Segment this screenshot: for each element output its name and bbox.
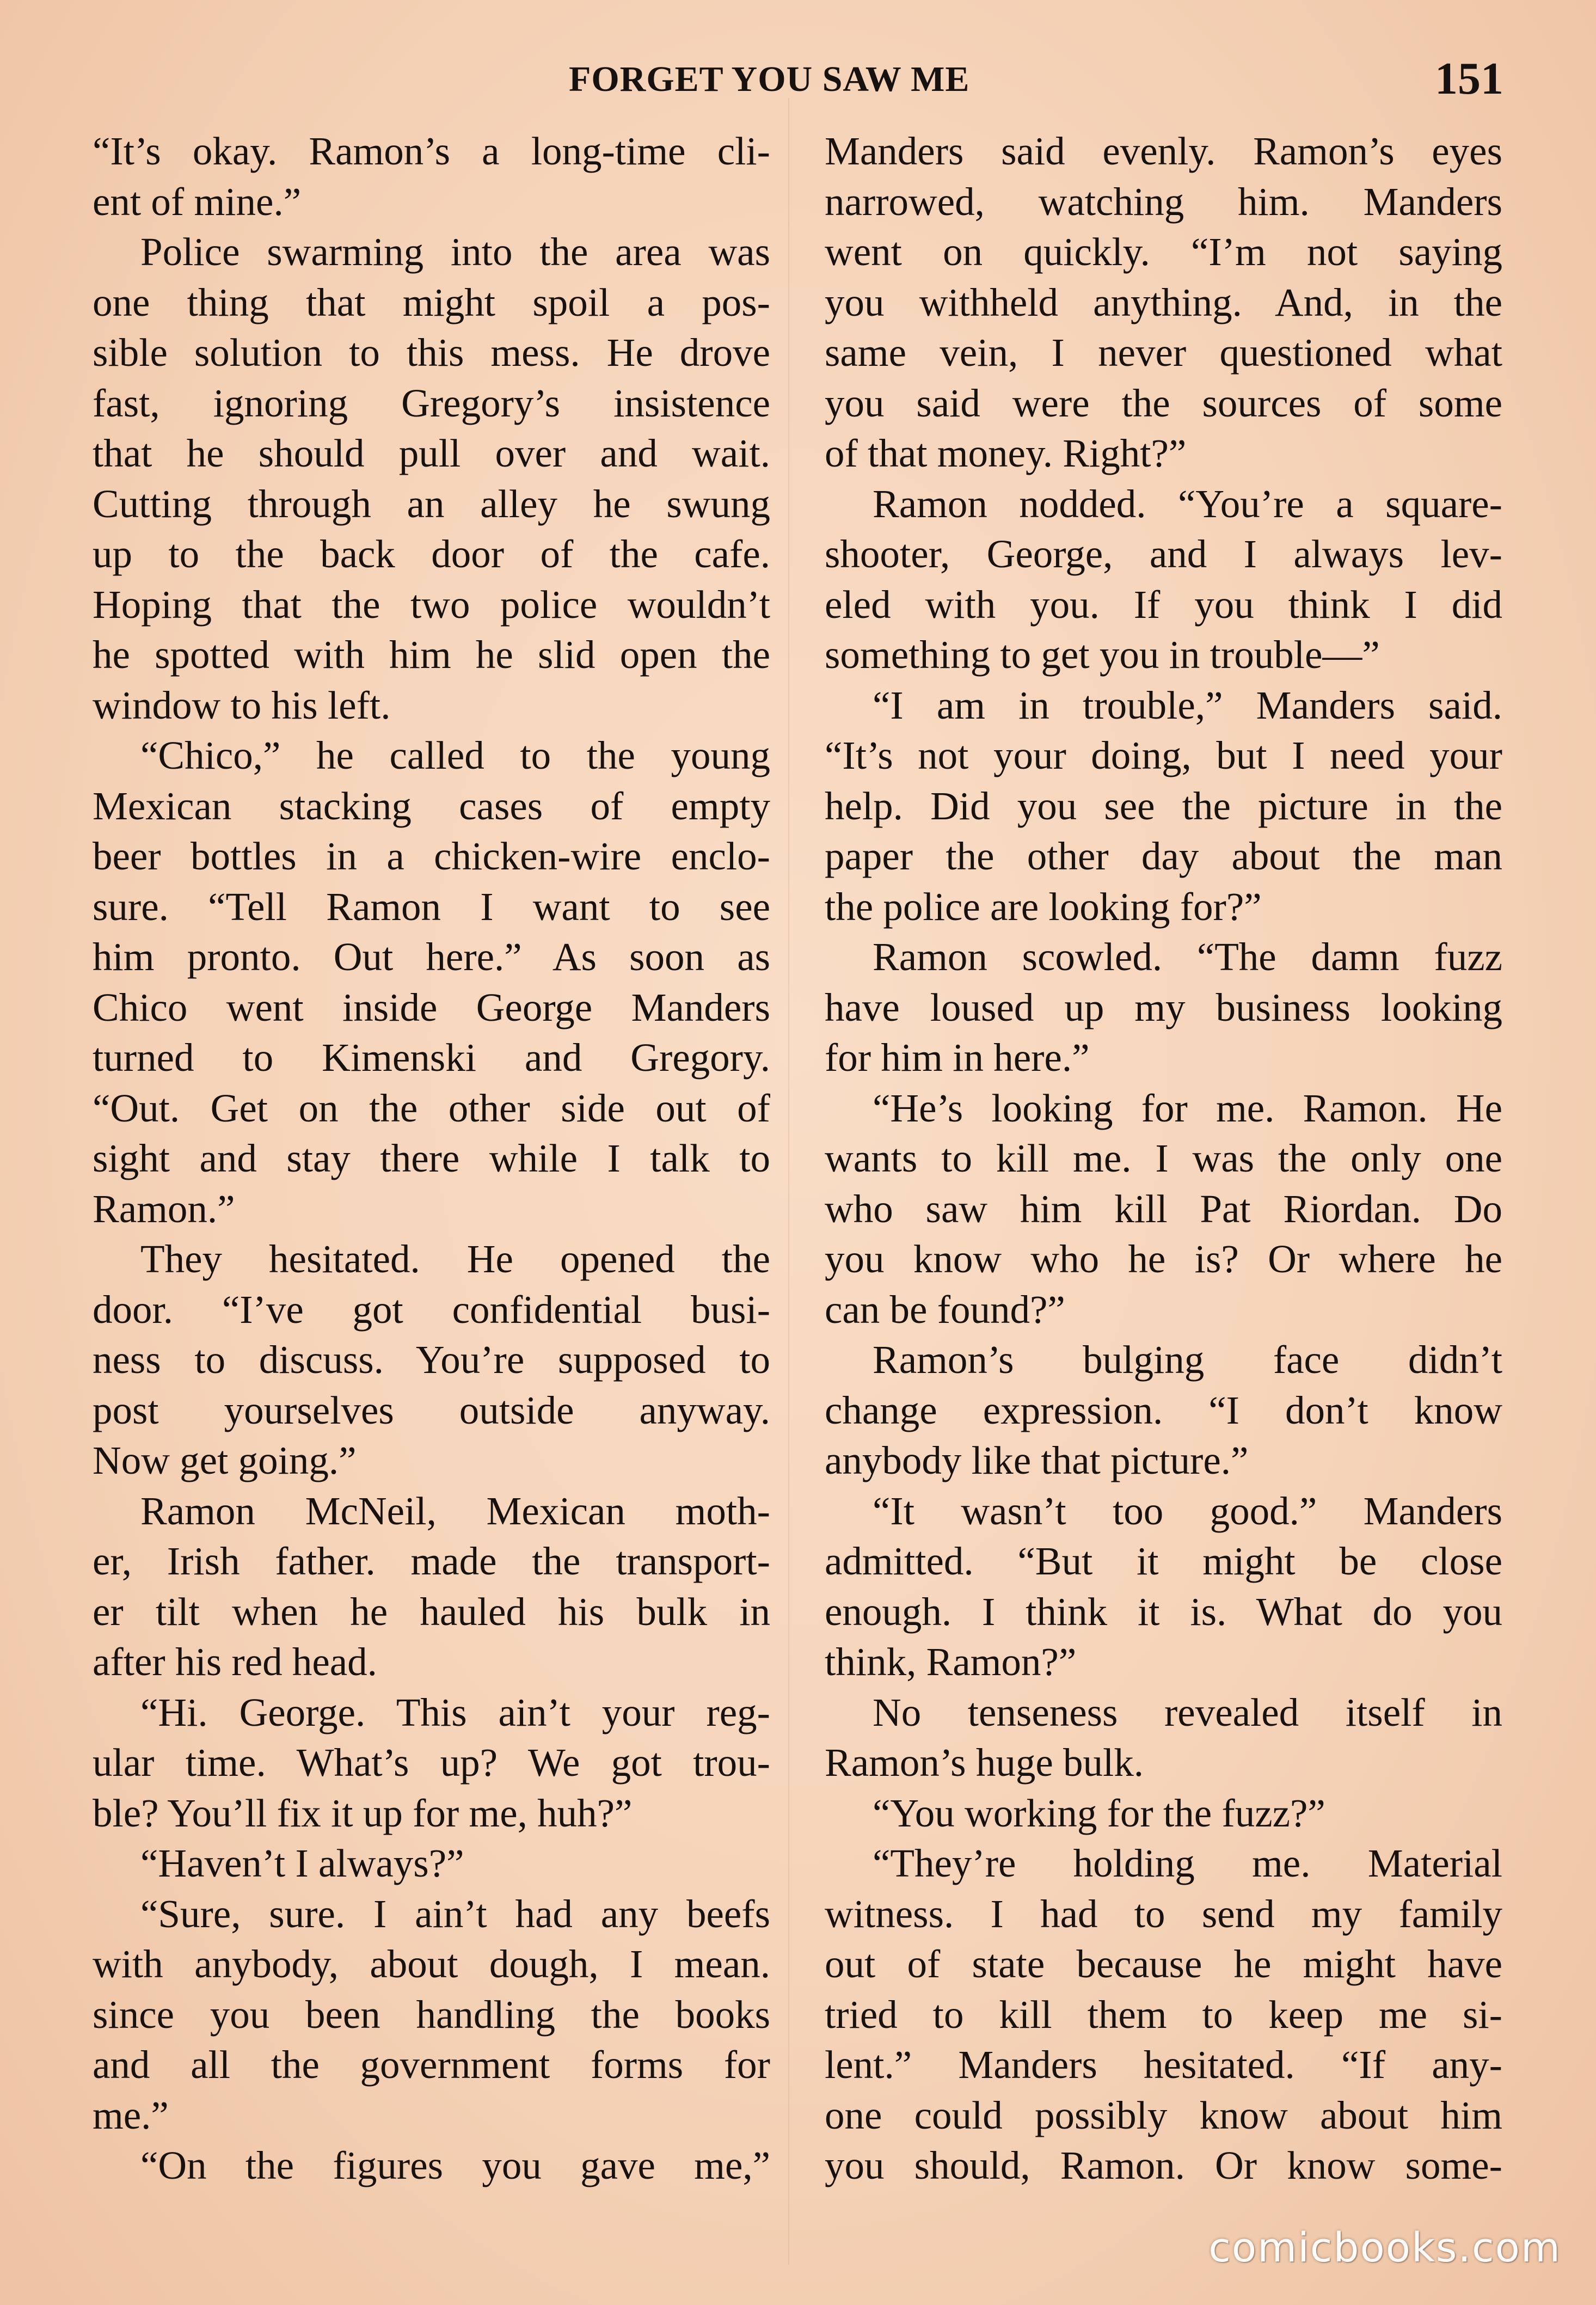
- text-line: and all the government forms for: [93, 2043, 770, 2087]
- text-line: enough. I think it is. What do you: [825, 1589, 1502, 1634]
- text-line: ness to discuss. You’re supposed to: [93, 1338, 770, 1382]
- text-line: sight and stay there while I talk to: [93, 1136, 770, 1180]
- text-line: “It wasn’t too good.” Manders: [873, 1488, 1502, 1533]
- text-line: Ramon nodded. “You’re a square-: [873, 481, 1502, 526]
- text-line: Ramon’s bulging face didn’t: [873, 1338, 1502, 1382]
- text-line: who saw him kill Pat Riordan. Do: [825, 1186, 1502, 1231]
- text-line: They hesitated. He opened the: [140, 1237, 770, 1281]
- text-line: er tilt when he hauled his bulk in: [93, 1589, 770, 1634]
- text-line: Police swarming into the area was: [140, 230, 770, 274]
- text-line: “I am in trouble,” Manders said.: [873, 683, 1502, 727]
- text-line: me.”: [93, 2093, 169, 2137]
- text-line: beer bottles in a chicken-wire enclo-: [93, 834, 770, 878]
- text-line: out of state because he might have: [825, 1942, 1502, 1986]
- text-line: the police are looking for?”: [825, 884, 1262, 929]
- text-line: you should, Ramon. Or know some-: [825, 2143, 1502, 2187]
- text-line: window to his left.: [93, 683, 391, 727]
- text-line: “Hi. George. This ain’t your reg-: [140, 1690, 770, 1734]
- text-line: of that money. Right?”: [825, 431, 1187, 475]
- text-line: wants to kill me. I was the only one: [825, 1136, 1502, 1180]
- text-line: one thing that might spoil a pos-: [93, 280, 770, 324]
- text-line: Hoping that the two police wouldn’t: [93, 582, 770, 627]
- text-line: went on quickly. “I’m not saying: [825, 230, 1502, 274]
- text-line: “Haven’t I always?”: [140, 1841, 464, 1885]
- text-line: have loused up my business looking: [825, 985, 1502, 1029]
- text-line: help. Did you see the picture in the: [825, 783, 1502, 828]
- text-line: Ramon’s huge bulk.: [825, 1740, 1144, 1785]
- text-line: Ramon McNeil, Mexican moth-: [140, 1488, 770, 1533]
- text-line: No tenseness revealed itself in: [873, 1690, 1502, 1734]
- text-line: “Sure, sure. I ain’t had any beefs: [140, 1891, 770, 1936]
- text-line: after his red head.: [93, 1640, 377, 1684]
- text-line: Ramon.”: [93, 1186, 235, 1231]
- text-line: “He’s looking for me. Ramon. He: [873, 1086, 1502, 1130]
- text-line: ent of mine.”: [93, 179, 302, 224]
- text-line: Manders said evenly. Ramon’s eyes: [825, 129, 1502, 173]
- text-line: “Chico,” he called to the young: [140, 733, 770, 777]
- text-line: shooter, George, and I always lev-: [825, 532, 1502, 576]
- text-line: “It’s not your doing, but I need your: [825, 733, 1502, 777]
- text-line: anybody like that picture.”: [825, 1438, 1249, 1482]
- running-title: FORGET YOU SAW ME: [569, 59, 970, 99]
- text-line: ular time. What’s up? We got trou-: [93, 1740, 770, 1785]
- text-line: lent.” Manders hesitated. “If any-: [825, 2043, 1502, 2087]
- text-line: door. “I’ve got confidential busi-: [93, 1287, 770, 1332]
- text-line: that he should pull over and wait.: [93, 431, 770, 475]
- text-line: fast, ignoring Gregory’s insistence: [93, 381, 770, 425]
- text-line: Ramon scowled. “The damn fuzz: [873, 935, 1502, 979]
- text-line: think, Ramon?”: [825, 1640, 1077, 1684]
- text-line: Chico went inside George Manders: [93, 985, 770, 1029]
- text-line: narrowed, watching him. Manders: [825, 179, 1502, 224]
- text-line: change expression. “I don’t know: [825, 1388, 1502, 1432]
- text-line: you know who he is? Or where he: [825, 1237, 1502, 1281]
- text-line: admitted. “But it might be close: [825, 1539, 1502, 1583]
- page-number: 151: [1435, 53, 1503, 104]
- text-line: “They’re holding me. Material: [873, 1841, 1502, 1885]
- text-line: Cutting through an alley he swung: [93, 481, 770, 526]
- site-watermark: comicbooks.com: [1208, 2224, 1561, 2271]
- text-line: “On the figures you gave me,”: [140, 2143, 770, 2187]
- text-line: can be found?”: [825, 1287, 1065, 1332]
- text-line: since you been handling the books: [93, 1992, 770, 2037]
- text-line: sure. “Tell Ramon I want to see: [93, 884, 770, 929]
- text-line: for him in here.”: [825, 1035, 1090, 1080]
- left-text-column: [93, 126, 770, 2191]
- text-line: Mexican stacking cases of empty: [93, 783, 770, 828]
- text-line: turned to Kimenski and Gregory.: [93, 1035, 770, 1080]
- text-line: same vein, I never questioned what: [825, 330, 1502, 375]
- text-line: witness. I had to send my family: [825, 1891, 1502, 1936]
- text-line: eled with you. If you think I did: [825, 582, 1502, 627]
- text-line: “You working for the fuzz?”: [873, 1791, 1325, 1835]
- text-line: something to get you in trouble—”: [825, 633, 1380, 677]
- text-line: one could possibly know about him: [825, 2093, 1502, 2137]
- text-line: er, Irish father. made the transport-: [93, 1539, 770, 1583]
- text-line: him pronto. Out here.” As soon as: [93, 935, 770, 979]
- text-line: up to the back door of the cafe.: [93, 532, 770, 576]
- text-line: Now get going.”: [93, 1438, 357, 1482]
- text-line: ble? You’ll fix it up for me, huh?”: [93, 1791, 633, 1835]
- text-line: you said were the sources of some: [825, 381, 1502, 425]
- text-line: “Out. Get on the other side out of: [93, 1086, 770, 1130]
- right-text-column: [825, 126, 1502, 2191]
- text-line: paper the other day about the man: [825, 834, 1502, 878]
- text-line: sible solution to this mess. He drove: [93, 330, 770, 375]
- text-line: he spotted with him he slid open the: [93, 633, 770, 677]
- page-fold-line: [788, 98, 789, 2265]
- text-line: “It’s okay. Ramon’s a long-time cli-: [93, 129, 770, 173]
- text-line: tried to kill them to keep me si-: [825, 1992, 1502, 2037]
- text-line: post yourselves outside anyway.: [93, 1388, 770, 1432]
- text-line: you withheld anything. And, in the: [825, 280, 1502, 324]
- text-line: with anybody, about dough, I mean.: [93, 1942, 770, 1986]
